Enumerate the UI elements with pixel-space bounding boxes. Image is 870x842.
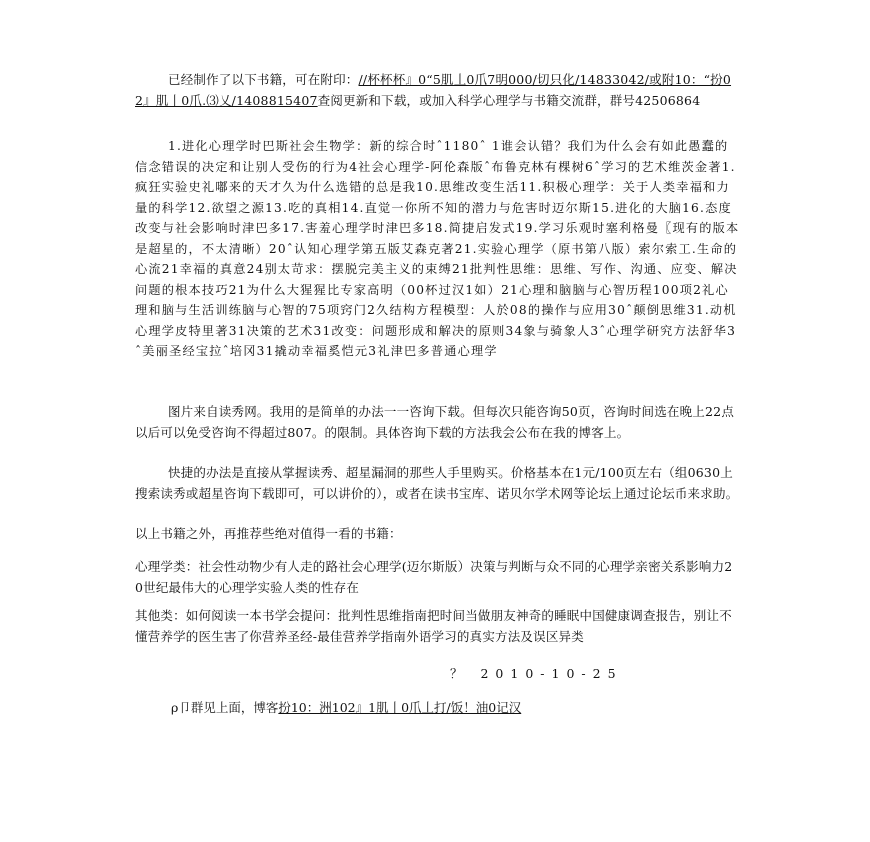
fast-method-paragraph: 快捷的办法是直接从掌握读秀、超星漏洞的那些人手里购买。价格基本在1元/100页左右（组0630上搜索读秀或超星咨询下载即可，可以讲价的），或者在读书宝库、诺贝尔学术网等论坛上通过论坛币来求助。: [135, 465, 739, 501]
document-date: ？ 2010-10-25: [450, 666, 623, 681]
psychology-category: 心理学类：社会性动物少有人走的路社会心理学(迈尔斯版）决策与判断与众不同的心理学亲密关系影响力20世纪最伟大的心理学实验人类的性存在: [135, 559, 733, 595]
intro-prefix: 已经制作了以下书籍，可在附印：: [168, 72, 359, 87]
intro-link-1[interactable]: //杯杯杯』0“5肌丄0爪7明000/切只化/14833042/: [358, 72, 650, 87]
footer-line: [171, 698, 521, 716]
footer-prefix: ρ卩群见上面，博客: [171, 700, 279, 715]
intro-link-2[interactable]: 或附10：“扮02』肌丨0爪.⑶乂/1408815407: [135, 72, 732, 108]
intro-suffix: 查阅更新和下载，或加入科学心理学与书籍交流群，群号42506864: [317, 92, 701, 108]
source-paragraph: 图片来自读秀网。我用的是简单的办法一一咨询下载。但每次只能咨询50页，咨询时间选在晚上22点以后可以免受咨询不得超过807。的限制。具体咨询下载的方法我会公布在我的博客上。: [135, 404, 735, 440]
other-category: 其他类：如何阅读一本书学会提问：批判性思维指南把时间当做朋友神奇的睡眠中国健康调查报告，别让不懂营养学的医生害了你营养圣经-最佳营养学指南外语学习的真实方法及误区异类: [135, 608, 732, 644]
book-list-paragraph: 1.进化心理学时巴斯社会生物学：新的综合时ˆ1180ˆ 1谁会认错？我们为什么会有如此愚蠢的信念错误的决定和让别人受伤的行为4社会心理学-阿伦森版ˆ布鲁克林有棵树6ˆ学习的艺术维茨金著1.疯狂实验史礼嘟来的天才久为什么选错的总是我10.思维改变生活11.积极心理学：关于人类幸福和力量的科学12.欲望之源13.吃的真相14.直觉一你所不知的潜力与危害时迈尔斯15.进化的大脑16.态度改变与社会影响时津巴多17.害羞心理学时津巴多18.简捷启发式19.学习乐观时塞利格曼〖现有的版本是超星的，不太清晰）20ˆ认知心理学第五版艾森克著21.实验心理学（原书第八版）索尔索工.生命的心流21幸福的真意24别太苛求：摆脱完美主义的束缚21批判性思维：思维、写作、沟通、应变、解决问题的根本技巧21为什么大猩猩比专家高明（00杯过汉1如）21心理和脑脑与心智历程100项2礼心理和脑与生活训练脑与心智的75项窍门2久结构方程模型：人於08的操作与应用30ˆ颠倒思维31.动机心理学皮特里著31决策的艺术31改变：问题形成和解决的原则34象与骑象人3ˆ心理学研究方法舒华3ˆ美丽圣经宝拉ˆ培冈31撬动幸福奚恺元3礼津巴多普通心理学: [135, 139, 740, 358]
recommend-heading: 以上书籍之外，再推荐些绝对值得一看的书籍：: [135, 526, 402, 541]
blog-link[interactable]: 扮10：洲102』1肌丨0爪丄打/饭！油0记汉: [278, 700, 522, 715]
intro-paragraph: [135, 70, 740, 111]
